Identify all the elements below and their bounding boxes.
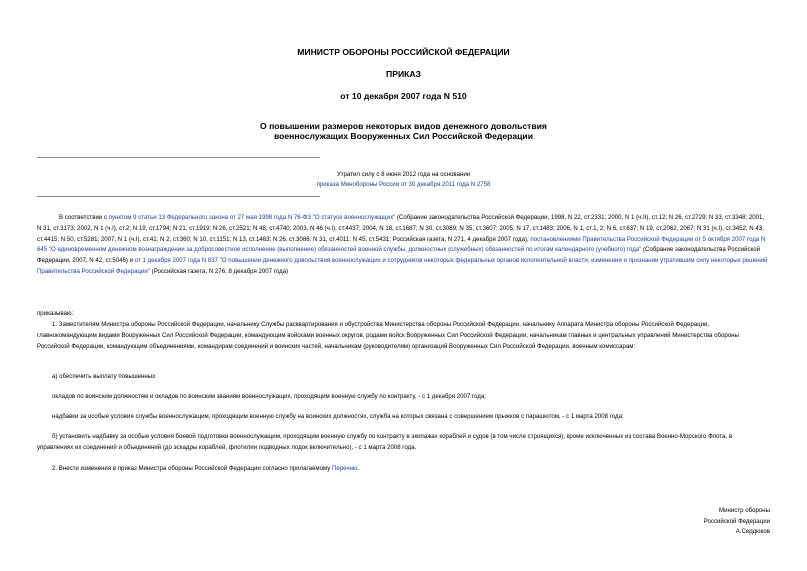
preamble-text-2: (Собрание законодательства Российской Федерации, 1998, N 22, ст.2331; 2000, N 1 (ч.II), ст.12; N 26, ст.2729; N 33, ст.3348; 2001, N 31, ст.3173; 2002, N 1 (ч.I), ст.2; N 19, ст.1794; N 21, ст.1919; N 26, ст.2521; N 48, ст.4740; 2003, N 46 (ч.I), ст.4437; 2004, N 18, ст.1687; N 30, ст.3089; N 35, ст.3607; 2005, N 17, ст.1483; 2006, N 1, ст.1, 2; N 6, ст.637; N 19, ст.2062, 2067; N 31 (ч.I), ст.3452; N 43, ст.4415; N 50, ст.5281; 2007, N 1 (ч.I), ст.41; N 2, ст.360; N 10, ст.1151; N 13, ст.1463; N 26, ст.3086; N 31, ст.4011; N 45, ст.5431; Российская газета, N 271, 4 декабря 2007 года), <box>37 214 765 243</box>
doc-title-line2: военнослужащих Вооруженных Сил Российской Федерации <box>273 131 533 141</box>
item-1b: б) установить надбавку за особые условия боевой подготовки военнослужащим, проходящим военную службу по контракту в экипажах кораблей и судов (в том числе строящихся), кроме исключенных из состава Военно-Морского Флота, в управлениях их соединений и объединений (до эскадры кораблей, флотилии подводных лодок включительно), - с 1 марта 2008 года. <box>37 433 733 451</box>
item-1a: а) обеспечить выплату повышенных: <box>52 373 157 380</box>
doc-type: ПРИКАЗ <box>386 69 421 79</box>
divider-top <box>37 157 320 158</box>
preamble-text-4: (Российская газета, N 276, 8 декабря 2007 года) <box>149 267 289 275</box>
doc-date-number: от 10 декабря 2007 года N 510 <box>340 91 467 101</box>
government-resolution-837-link[interactable]: от 1 декабря 2007 года N 837 "О повышении денежного довольствия военнослужащих и сотрудников некоторых федеральных органов исполнительной власти, изменении и признании утратившим силу некоторых решений Правительства Российской Федерации" <box>37 257 768 275</box>
signature-title-line2: Российской Федерации <box>703 517 770 525</box>
item-1a-allowance: надбавки за особые условия службы военнослужащим, проходящим военную службу на воинских должностях, служба на которых связана с совершением прыжков с парашютом, - с 1 марта 2008 года; <box>52 413 624 420</box>
annex-list-link[interactable]: Перечню <box>331 465 358 472</box>
repeal-order-link[interactable]: приказа Минобороны России от 30 декабря 2011 года N 2758 <box>316 181 491 188</box>
item-2 <box>52 464 359 475</box>
doc-title-line1: О повышении размеров некоторых видов денежного довольствия <box>260 121 547 131</box>
repeal-status: Утратил силу с 8 июня 2012 года на основании <box>336 171 471 178</box>
signature-name: А.Сердюков <box>735 528 770 536</box>
order-word: приказываю: <box>37 310 74 317</box>
federal-law-link[interactable]: пунктом 9 статьи 13 Федерального закона от 27 мая 1998 года N 76-ФЗ "О статусе военнослужащих" <box>108 214 396 221</box>
preamble-text-1: В соответствии с <box>59 214 109 221</box>
ministry-heading: МИНИСТР ОБОРОНЫ РОССИЙСКОЙ ФЕДЕРАЦИИ <box>297 47 510 57</box>
item-1: 1. Заместителям Министра обороны Российской Федерации, начальнику Службы расквартирования и обустройства Министерства обороны Российской Федерации, начальнику Аппарата Министра обороны Российской Федерации, главнокомандующим видами Вооруженных Сил Российской Федерации, командующим войсками военных округов, родами войск Вооруженных Сил Российской Федерации, начальникам главных и центральных управлений Министерства обороны Российской Федерации, командующим объединениями, командирам соединений и воинских частей, начальникам (руководителям) организаций Вооруженных Сил Российской Федерации, военным комиссарам: <box>37 321 739 350</box>
item-2-text: 2. Внести изменения в приказ Министра обороны Российской Федерации согласно прилагаемому <box>52 465 332 472</box>
item-1a-salaries: окладов по воинским должностям и окладов по воинским званиям военнослужащих, проходящим военную службу по контракту, - с 1 декабря 2007 года; <box>52 393 486 400</box>
signature-title-line1: Министр обороны <box>719 507 770 514</box>
government-resolution-645-link[interactable]: постановлениями Правительства Российской Федерации от 5 октября 2007 года N 645 "О единовременном денежном вознаграждении за добросовестное исполнение (выполнение) обязанностей военной службы, должностных (служебных) обязанностей по итогам календарного (учебного) года" <box>37 235 766 254</box>
preamble-text-3: (Собрание законодательства Российской Федерации, 2007, N 42, ст.5046) и <box>37 246 761 265</box>
divider-bottom <box>37 196 320 197</box>
preamble-paragraph <box>37 213 770 278</box>
item-2-end: . <box>357 465 360 472</box>
signature-block <box>704 506 770 538</box>
